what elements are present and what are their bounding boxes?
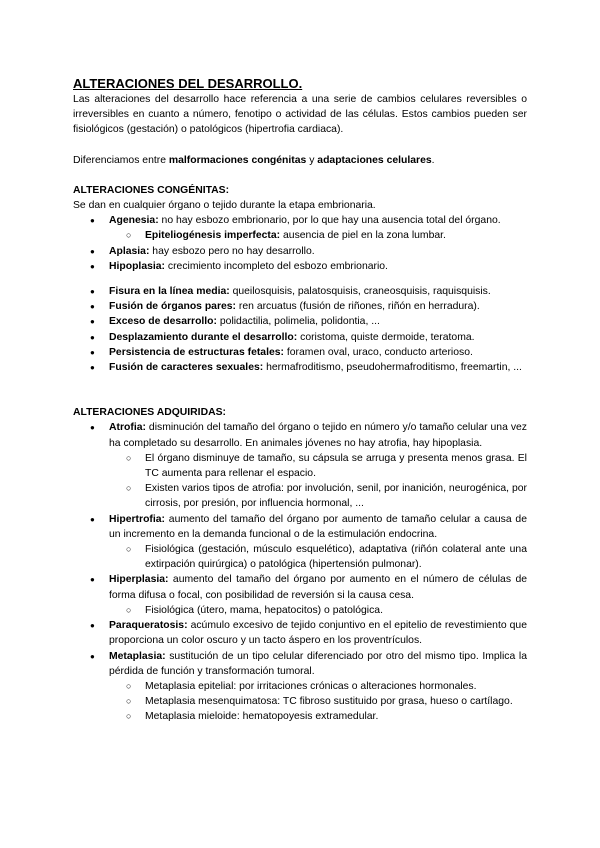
list-item: ● Persistencia de estructuras fetales: foramen oval, uraco, conducto arterioso. — [73, 345, 527, 360]
list-item: ● Paraqueratosis: acúmulo excesivo de tejido conjuntivo en el epitelio de revestimiento que proporciona un color oscuro y un tacto áspero en los proventrículos. — [73, 618, 527, 648]
congenitas-lead: Se dan en cualquier órgano o tejido durante la etapa embrionaria. — [73, 200, 376, 212]
distinguish-paragraph — [73, 153, 527, 168]
list-item: ● Desplazamiento durante el desarrollo: coristoma, quiste dermoide, teratoma. — [73, 330, 527, 345]
sublist — [109, 679, 527, 725]
list-item: ● Fisura en la línea media: queilosquisis, palatosquisis, craneosquisis, raquisquisis. — [73, 284, 527, 299]
term-malformaciones: malformaciones congénitas — [168, 154, 307, 166]
congenitas-list-1 — [73, 213, 527, 274]
sublist-item: ○ Existen varios tipos de atrofia: por involución, senil, por inanición, neurogénica, por cirrosis, por presión, por influencia hormonal, ... — [109, 481, 527, 511]
list-item: ● Hipertrofia: aumento del tamaño del órgano por aumento de tamaño celular a causa de un incremento en la demanda funcional o de la estimulación endocrina. ○ Fisiológica (gestación, músculo esquelético), adaptativa (riñón colateral ante una extirpación quirúrgica) o patológica (hipertensión pulmonar). — [73, 512, 527, 573]
list-item: ● Hiperplasia: aumento del tamaño del órgano por aumento en el número de células de forma difusa o focal, con posibilidad de reversión si la causa cesa. ○ Fisiológica (útero, mama, hepatocitos) o patológica. — [73, 572, 527, 618]
sublist-item: ○ Epiteliogénesis imperfecta: ausencia de piel en la zona lumbar. — [109, 228, 527, 243]
adquiridas-list — [73, 420, 527, 724]
list-item: ● Hipoplasia: crecimiento incompleto del esbozo embrionario. — [73, 259, 527, 274]
sublist — [109, 451, 527, 512]
list-item: ● Exceso de desarrollo: polidactilia, polimelia, polidontia, ... — [73, 314, 527, 329]
intro-paragraph: Las alteraciones del desarrollo hace referencia a una serie de cambios celulares reversibles o irreversibles en cuanto a número, fenotipo o actividad de las células. Estos cambios pueden ser fisiológicos (gestación) o patológicos (hipertrofia cardiaca). — [73, 94, 527, 136]
sublist-item: ○ El órgano disminuye de tamaño, su cápsula se arruga y presenta menos grasa. El TC aumenta para rellenar el espacio. — [109, 451, 527, 481]
sublist — [109, 603, 527, 618]
sublist-item: ○ Metaplasia mesenquimatosa: TC fibroso sustituido por grasa, hueso o cartílago. — [109, 694, 527, 709]
congenitas-list-2 — [73, 284, 527, 375]
list-item: ● Atrofia: disminución del tamaño del órgano o tejido en número y/o tamaño celular una vez ha completado su desarrollo. En animales jóvenes no hay atrofia, hay hipoplasia. ○ El órgano disminuye de tamaño, su cápsula se arruga y presenta menos grasa. El TC aumenta para rellenar el espacio. ○ Existen varios tipos de atrofia: por involución, senil, por inanición, neurogénica, por cirrosis, por presión, por influencia hormonal, ... — [73, 420, 527, 511]
section-heading-congenitas: ALTERACIONES CONGÉNITAS: — [73, 184, 230, 196]
list-item: ● Aplasia: hay esbozo pero no hay desarrollo. — [73, 244, 527, 259]
sublist — [109, 228, 527, 243]
sublist — [109, 542, 527, 572]
list-item: ● Fusión de órganos pares: ren arcuatus (fusión de riñones, riñón en herradura). — [73, 299, 527, 314]
term-adaptaciones: adaptaciones celulares — [317, 154, 432, 166]
sublist-item: ○ Metaplasia mieloide: hematopoyesis extramedular. — [109, 709, 527, 724]
distinguish-mid: y — [306, 154, 318, 166]
list-item: ● Metaplasia: sustitución de un tipo celular diferenciado por otro del mismo tipo. Implica la pérdida de función y transformación tumoral. ○ Metaplasia epitelial: por irritaciones crónicas o alteraciones hormonales. ○ Metaplasia mesenquimatosa: TC fibroso sustituido por grasa, hueso o cartílago. ○ Metaplasia mieloide: hematopoyesis extramedular. — [73, 649, 527, 725]
section-heading-adquiridas: ALTERACIONES ADQUIRIDAS: — [73, 407, 226, 419]
page-title: ALTERACIONES DEL DESARROLLO. — [73, 76, 303, 91]
sublist-item: ○ Metaplasia epitelial: por irritaciones crónicas o alteraciones hormonales. — [109, 679, 527, 694]
sublist-item: ○ Fisiológica (gestación, músculo esquelético), adaptativa (riñón colateral ante una extirpación quirúrgica) o patológica (hipertensión pulmonar). — [109, 542, 527, 572]
list-item: ● Fusión de caracteres sexuales: hermafroditismo, pseudohermafroditismo, freemartin, ... — [73, 360, 527, 375]
distinguish-post: . — [431, 154, 435, 166]
distinguish-pre: Diferenciamos entre — [73, 154, 169, 166]
sublist-item: ○ Fisiológica (útero, mama, hepatocitos) o patológica. — [109, 603, 527, 618]
list-item: ● Agenesia: no hay esbozo embrionario, por lo que hay una ausencia total del órgano. ○ Epiteliogénesis imperfecta: ausencia de piel en la zona lumbar. — [73, 213, 527, 243]
document-page — [73, 76, 527, 725]
